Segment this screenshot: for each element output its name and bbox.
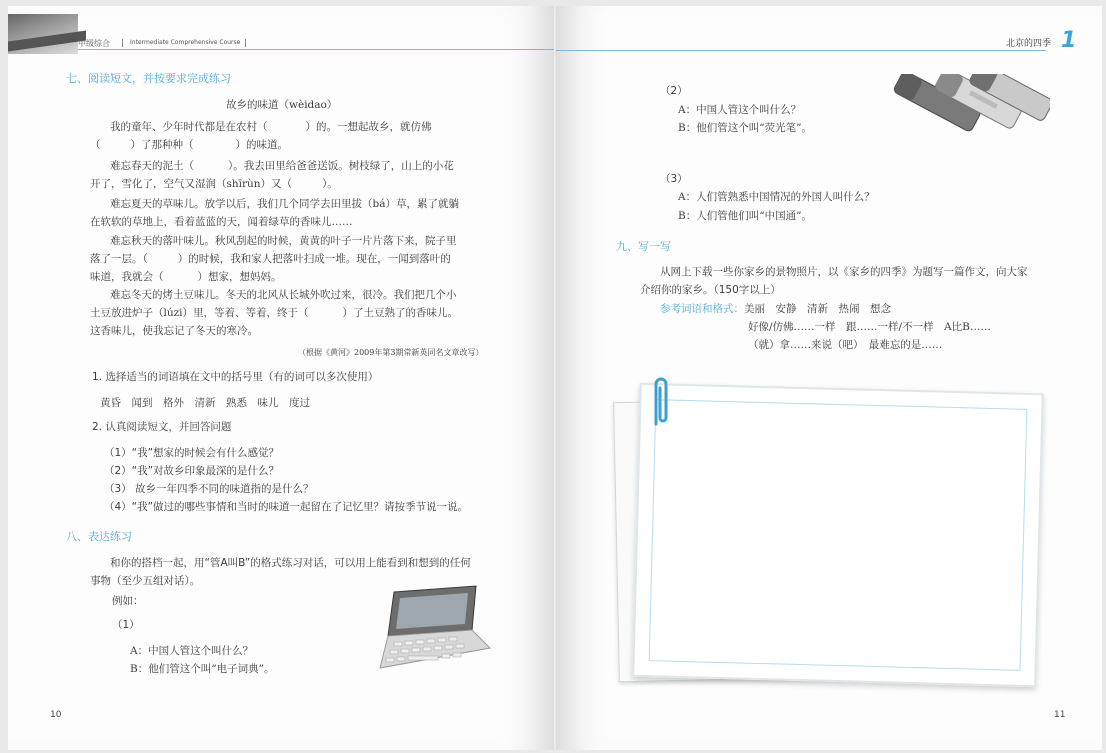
- dialogue-b: B：人们管他们叫“中国通”。: [678, 210, 812, 222]
- right-page-number: 11: [1054, 710, 1066, 720]
- word-bank: 黄昏 闻到 格外 清新 熟悉 味儿 度过: [100, 397, 310, 409]
- article-line: 落了一层。（ ）的时候，我和家人把落叶扫成一堆。现在，一闻到落叶的: [90, 253, 451, 265]
- dialogue-a: A：中国人管这个叫什么？: [678, 104, 802, 116]
- left-page: [8, 6, 554, 750]
- paper-clip-icon: [650, 374, 670, 430]
- electronic-dictionary-image: [364, 584, 494, 678]
- section-8-instruction: 和你的搭档一起，用“管A叫B”的格式练习对话，可以用上能看到和想到的任何: [110, 557, 471, 569]
- writing-frame: [632, 383, 1044, 687]
- article-title: 故乡的味道（wèidao）: [226, 99, 338, 111]
- sub-question: （1）“我”想家的时候会有什么感觉？: [104, 447, 280, 459]
- dialogue-a: A：中国人管这个叫什么？: [130, 645, 254, 657]
- left-header: 中级综合 | Intermediate Comprehensive Course |: [8, 6, 554, 54]
- section-8-title: 八、表达练习: [66, 530, 132, 543]
- article-line: 我的童年、少年时代都是在农村（ ）的。一想起故乡，就仿佛: [110, 121, 432, 133]
- question-1: 1. 选择适当的词语填在文中的括号里（有的词可以多次使用）: [92, 371, 379, 383]
- course-name-cn: 中级综合: [78, 39, 110, 48]
- article-line: 难忘秋天的落叶味儿。秋风刮起的时候，黄黄的叶子一片片落下来，院子里: [110, 235, 457, 247]
- reference-line-3: （就）拿……来说（吧） 最难忘的是……: [748, 339, 943, 351]
- example-number: （3）: [660, 173, 688, 185]
- reference-label: 参考词语和格式：: [660, 303, 744, 315]
- reference-line-2: 好像/仿佛……一样 跟……一样/不一样 A比B……: [748, 321, 991, 333]
- article-line: 难忘冬天的烤土豆味儿。冬天的北风从长城外吹过来，很冷。我们把几个小: [110, 289, 457, 301]
- sub-question: （2）“我”对故乡印象最深的是什么？: [104, 465, 280, 477]
- sub-question: （4）“我”做过的哪些事情和当时的味道一起留在了记忆里？请按季节说一说。: [104, 501, 469, 513]
- article-line: 开了，雪化了，空气又湿润（shīrùn）又（ ）。: [90, 178, 338, 190]
- chapter-title: 北京的四季: [1006, 39, 1052, 49]
- highlighter-pens-image: [884, 74, 1050, 158]
- section-9-instruction: 从网上下载一些你家乡的景物照片，以《家乡的四季》为题写一篇作文，向大家: [660, 266, 1028, 278]
- article-line: 味道，我就会（ ）想家，想妈妈。: [90, 271, 282, 283]
- chapter-number: 1: [1061, 28, 1077, 53]
- article-line: 土豆放进炉子（lúzi）里，等着、等着，终于（ ）了土豆熟了的香味儿。: [90, 307, 459, 319]
- section-9-instruction: 介绍你的家乡。（150字以上）: [640, 284, 781, 296]
- sub-question: （3） 故乡一年四季不同的味道指的是什么？: [104, 483, 314, 495]
- right-page: [556, 6, 1102, 750]
- example-number: （1）: [112, 619, 140, 631]
- dialogue-b: B：他们管这个叫“荧光笔”。: [678, 122, 812, 134]
- example-number: （2）: [660, 85, 688, 97]
- left-page-number: 10: [50, 710, 62, 720]
- article-line: （ ）了那种种（ ）的味道。: [90, 139, 288, 151]
- example-label: 例如：: [112, 595, 144, 607]
- question-2: 2. 认真阅读短文，并回答问题: [92, 421, 232, 433]
- dialogue-a: A：人们管熟悉中国情况的外国人叫什么？: [678, 191, 875, 203]
- article-line: 这香味儿，使我忘记了冬天的寒冷。: [90, 325, 258, 337]
- article-line: 难忘春天的泥土（ ）。我去田里给爸爸送饭。树枝绿了，山上的小花: [110, 160, 454, 172]
- section-8-instruction: 事物（至少五组对话）。: [90, 575, 201, 587]
- article-line: 在软软的草地上，看着蓝蓝的天，闻着绿草的香味儿……: [90, 216, 353, 228]
- section-9-title: 九、写一写: [616, 240, 671, 253]
- section-7-title: 七、阅读短文，并按要求完成练习: [66, 72, 231, 85]
- dialogue-b: B：他们管这个叫“电子词典”。: [130, 663, 275, 675]
- course-name-en: Intermediate Comprehensive Course: [130, 39, 241, 46]
- article-source: （根据《黄河》2009年第3期常新英同名文章改写）: [298, 348, 484, 357]
- reference-words: 美丽 安静 清新 热闹 想念: [744, 303, 891, 315]
- article-line: 难忘夏天的草味儿。放学以后，我们几个同学去田里拔（bá）草，累了就躺: [110, 198, 459, 210]
- reference-line: [660, 302, 891, 316]
